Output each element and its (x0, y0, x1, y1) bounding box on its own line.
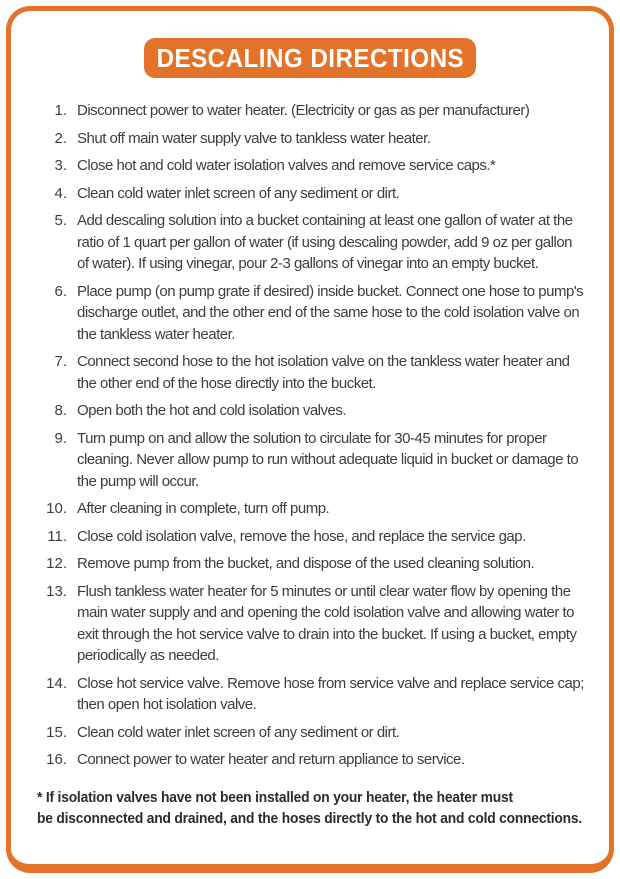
step-number: 7. (54, 353, 67, 370)
directions-content (11, 78, 609, 829)
step-number: 1. (54, 102, 67, 119)
list-item (37, 351, 585, 394)
directions-list (37, 100, 585, 771)
step-number: 15. (46, 723, 67, 741)
list-item (37, 155, 585, 177)
step-text: Place pump (on pump grate if desired) inside bucket. Connect one hose to pump's discharge outlet, and the other end of the same hose to the cold isolation valve on the tankless water heater. (77, 282, 584, 343)
step-number: 5. (54, 212, 67, 229)
step-number: 11. (47, 527, 67, 545)
list-item (37, 673, 585, 716)
list-item (37, 183, 585, 205)
step-text: After cleaning in complete, turn off pump. (77, 500, 330, 517)
list-item (37, 428, 585, 493)
footnote (37, 787, 581, 829)
header-banner (144, 38, 476, 78)
step-number: 14. (46, 674, 67, 692)
list-item (37, 498, 585, 520)
step-number: 16. (46, 751, 67, 768)
step-text: Clean cold water inlet screen of any sediment or dirt. (77, 723, 400, 741)
page-title: DESCALING DIRECTIONS (156, 42, 464, 73)
list-item (37, 581, 585, 667)
list-item (37, 128, 585, 150)
step-number: 8. (54, 402, 67, 419)
step-text: Connect power to water heater and return appliance to service. (77, 751, 465, 768)
step-number: 3. (54, 157, 67, 174)
step-text: Turn pump on and allow the solution to circulate for 30-45 minutes for proper cleaning. Never allow pump to run without adequate liquid in bucket or damage to the pump will occur. (77, 429, 579, 490)
step-number: 6. (54, 282, 67, 300)
list-item (37, 281, 585, 346)
step-text: Close hot and cold water isolation valves and remove service caps.* (77, 157, 496, 174)
list-item (37, 210, 585, 275)
step-text: Clean cold water inlet screen of any sediment or dirt. (77, 184, 400, 202)
step-text: Close hot service valve. Remove hose from service valve and replace service cap; then open hot isolation valve. (77, 674, 584, 713)
list-item (37, 526, 585, 548)
list-item (37, 749, 585, 771)
step-number: 2. (54, 129, 67, 147)
step-text: Remove pump from the bucket, and dispose of the used cleaning solution. (77, 555, 535, 572)
step-text: Shut off main water supply valve to tankless water heater. (77, 129, 431, 147)
step-text: Close cold isolation valve, remove the hose, and replace the service gap. (77, 527, 526, 545)
step-number: 9. (54, 429, 67, 447)
step-number: 13. (46, 582, 67, 600)
footnote-line-1: * If isolation valves have not been installed on your heater, the heater must (37, 788, 513, 806)
footnote-line-2: be disconnected and drained, and the hoses directly to the hot and cold connections. (37, 809, 583, 827)
step-text: Open both the hot and cold isolation valves. (77, 402, 347, 419)
step-number: 10. (46, 500, 67, 517)
list-item (37, 400, 585, 422)
list-item (37, 722, 585, 744)
step-text: Add descaling solution into a bucket containing at least one gallon of water at the ratio of 1 quart per gallon of water (if using descaling powder, add 9 oz per gallon of water). If using vinegar, pour 2-3 gallons of vinegar into an empty bucket. (77, 212, 573, 272)
list-item (37, 100, 585, 122)
step-number: 12. (46, 555, 67, 572)
step-text: Disconnect power to water heater. (Electricity or gas as per manufacturer) (77, 102, 530, 119)
list-item (37, 553, 585, 575)
step-text: Connect second hose to the hot isolation valve on the tankless water heater and the other end of the hose directly into the bucket. (77, 353, 570, 392)
page-border-frame (6, 6, 614, 873)
step-text: Flush tankless water heater for 5 minutes or until clear water flow by opening the main water supply and and opening the cold isolation valve and allowing water to exit through the hot service valve to drain into the bucket. If using a bucket, empty periodically as needed. (77, 582, 577, 664)
step-number: 4. (54, 184, 67, 202)
